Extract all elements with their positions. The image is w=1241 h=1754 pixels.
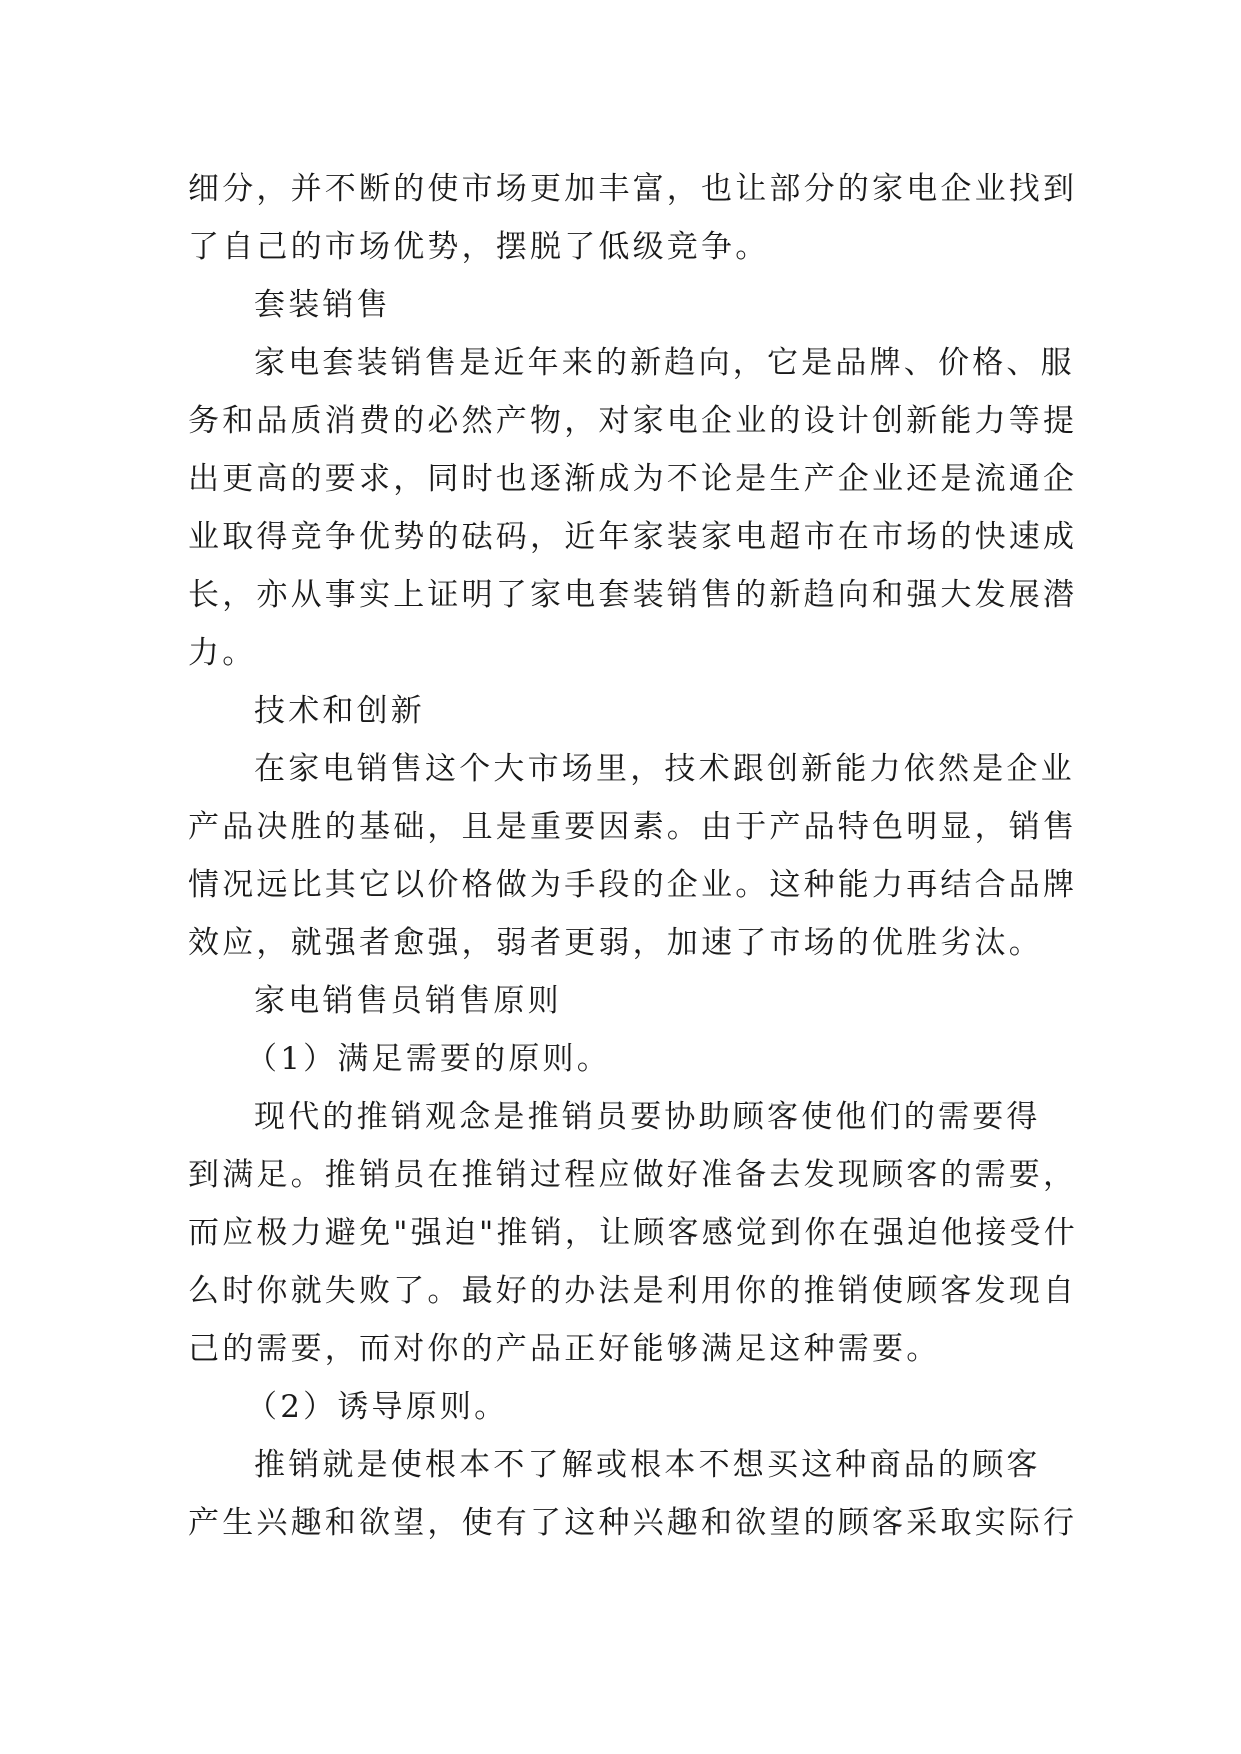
section-heading: 技术和创新 <box>254 693 425 729</box>
body-text-line: 产品决胜的基础，且是重要因素。由于产品特色明显，销售 <box>188 809 1078 845</box>
body-text-line: 到满足。推销员在推销过程应做好准备去发现顾客的需要， <box>188 1157 1078 1193</box>
body-text-line: 情况远比其它以价格做为手段的企业。这种能力再结合品牌 <box>188 867 1078 903</box>
body-text-line: 长，亦从事实上证明了家电套装销售的新趋向和强大发展潜 <box>188 577 1078 613</box>
body-text-line: 产生兴趣和欲望，使有了这种兴趣和欲望的顾客采取实际行 <box>188 1505 1078 1541</box>
body-text-line: 推销就是使根本不了解或根本不想买这种商品的顾客 <box>254 1447 1041 1483</box>
body-text-line: 而应极力避免"强迫"推销，让顾客感觉到你在强迫他接受什 <box>188 1215 1078 1251</box>
numbered-item-heading: （1）满足需要的原则。 <box>246 1041 611 1077</box>
body-text-line: 么时你就失败了。最好的办法是利用你的推销使顾客发现自 <box>188 1273 1078 1309</box>
body-text-line: 细分，并不断的使市场更加丰富，也让部分的家电企业找到 <box>188 171 1078 207</box>
body-text-line: 了自己的市场优势，摆脱了低级竞争。 <box>188 229 770 265</box>
body-text-line: 己的需要，而对你的产品正好能够满足这种需要。 <box>188 1331 941 1367</box>
numbered-item-heading: （2）诱导原则。 <box>246 1389 509 1425</box>
body-text-line: 现代的推销观念是推销员要协助顾客使他们的需要得 <box>254 1099 1041 1135</box>
body-text-line: 效应，就强者愈强，弱者更弱，加速了市场的优胜劣汰。 <box>188 925 1043 961</box>
body-text-line: 业取得竞争优势的砝码，近年家装家电超市在市场的快速成 <box>188 519 1078 555</box>
body-text-line: 务和品质消费的必然产物，对家电企业的设计创新能力等提 <box>188 403 1078 439</box>
body-text-line: 力。 <box>188 635 257 671</box>
body-text-line: 家电套装销售是近年来的新趋向，它是品牌、价格、服 <box>254 345 1075 381</box>
section-heading: 套装销售 <box>254 287 391 323</box>
body-text-line: 在家电销售这个大市场里，技术跟创新能力依然是企业 <box>254 751 1075 787</box>
section-heading: 家电销售员销售原则 <box>254 983 562 1019</box>
body-text-line: 出更高的要求，同时也逐渐成为不论是生产企业还是流通企 <box>188 461 1078 497</box>
